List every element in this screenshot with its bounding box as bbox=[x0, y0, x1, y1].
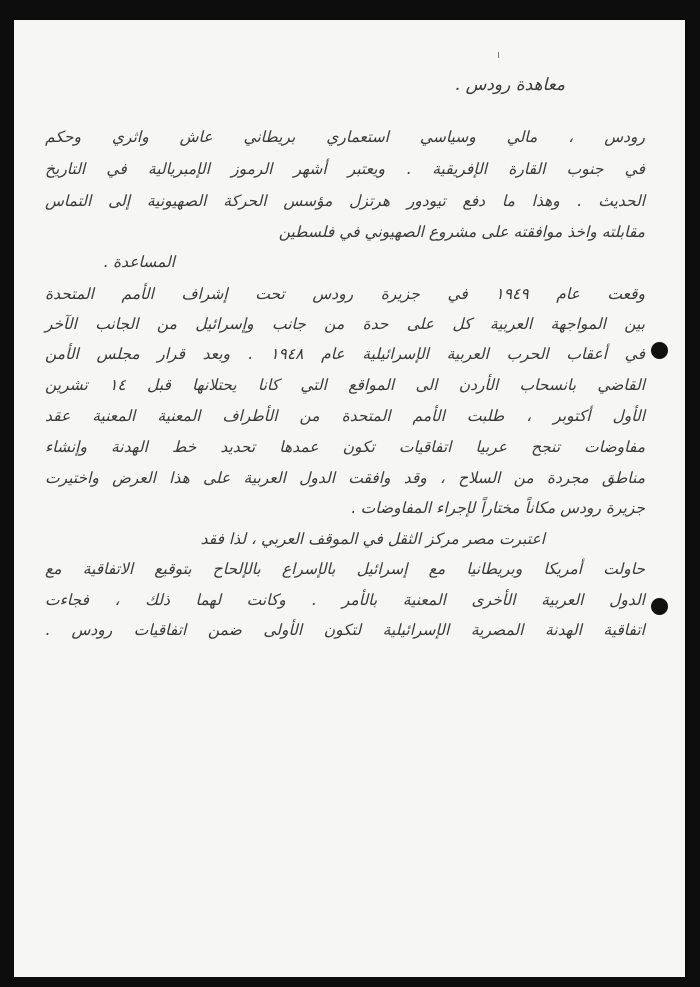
text-line: جزيرة رودس مكاناً مختاراً لإجراء المفاوضات . bbox=[350, 499, 645, 517]
text-line: اعتبرت مصر مركز الثقل في الموقف العربي ، لذا فقد bbox=[200, 530, 545, 548]
text-line: القاضي بانسحاب الأردن الى المواقع التي كانا يحتلانها قبل ١٤ تشرين bbox=[45, 376, 646, 394]
text-line: الدول العربية الأخرى المعنية بالأمر . وكانت لهما ذلك ، فجاءت bbox=[45, 591, 645, 609]
text-line: مقابلته واخذ موافقته على مشروع الصهيوني في فلسطين bbox=[278, 223, 645, 241]
text-line: الأول أكتوبر ، طلبت الأمم المتحدة من الأطراف المعنية المعنية عقد bbox=[45, 407, 645, 425]
text-line: بين المواجهة العربية كل على حدة من جانب وإسرائيل من الجانب الآخر bbox=[45, 315, 645, 333]
text-line: حاولت أمريكا وبريطانيا مع إسرائيل بالإسراع بالإلحاح بتوقيع الاتفاقية مع bbox=[45, 560, 645, 578]
text-line: وقعت عام ١٩٤٩ في جزيرة رودس تحت إشراف الأمم المتحدة bbox=[45, 285, 646, 303]
text-line: رودس ، مالي وسياسي استعماري بريطاني عاش واثري وحكم bbox=[45, 128, 645, 146]
punch-hole bbox=[651, 342, 668, 359]
text-line: المساعدة . bbox=[103, 253, 175, 271]
text-line: مفاوضات تنجح عربيا اتفاقيات تكون عمدها تحديد خط الهدنة وإنشاء bbox=[45, 438, 645, 456]
pencil-mark bbox=[498, 52, 499, 58]
text-line: في جنوب القارة الإفريقية . ويعتبر أشهر الرموز الإمبريالية في التاريخ bbox=[45, 160, 645, 178]
text-line: مناطق مجردة من السلاح ، وقد وافقت الدول العربية على هذا العرض واختيرت bbox=[45, 469, 645, 487]
text-line: في أعقاب الحرب العربية الإسرائيلية عام ١٩٤٨ . وبعد قرار مجلس الأمن bbox=[45, 345, 645, 363]
text-line: اتفاقية الهدنة المصرية الإسرائيلية لتكون الأولى ضمن اتفاقيات رودس . bbox=[45, 621, 645, 639]
page-title: معاهدة رودس . bbox=[454, 75, 565, 95]
paper-sheet bbox=[14, 20, 685, 977]
text-line: الحديث . وهذا ما دفع تيودور هرتزل مؤسس الحركة الصهيونية إلى التماس bbox=[45, 192, 645, 210]
punch-hole bbox=[651, 598, 668, 615]
